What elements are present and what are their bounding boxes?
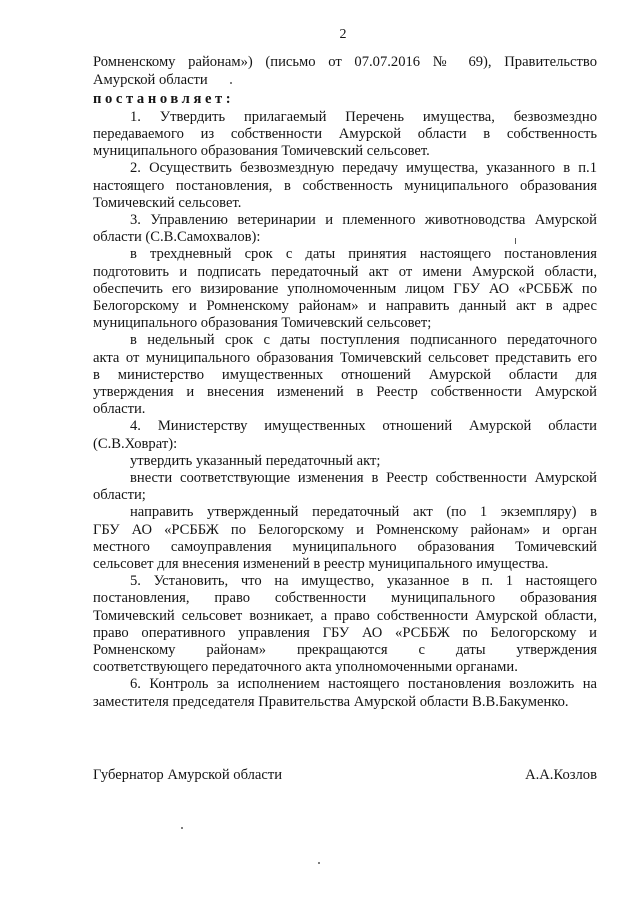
text-line: Томичевский сельсовет. xyxy=(93,194,242,211)
text-line: муниципального образования Томичевский сельсовет. xyxy=(93,143,430,160)
intro-container xyxy=(93,53,597,90)
text-line: 4. Министерству имущественных отношений Амурской области xyxy=(130,418,597,435)
decree-word: постановляет: xyxy=(93,91,235,107)
text-line: подготовить и подписать передаточный акт от имени Амурской области, xyxy=(93,263,597,280)
signature-position: Губернатор Амурской области xyxy=(93,767,283,783)
text-line: утвердить указанный передаточный акт; xyxy=(130,452,381,469)
text-line: сельсовет для внесения изменений в реестр муниципального имущества. xyxy=(93,555,549,572)
text-line: муниципального образования Томичевский сельсовет; xyxy=(93,315,432,332)
paragraph xyxy=(93,470,597,504)
paragraph xyxy=(93,573,597,676)
paragraph xyxy=(93,160,597,212)
text-line: акта от муниципального образования Томичевский сельсовет представить его xyxy=(93,349,597,366)
scan-speck xyxy=(181,827,183,829)
paragraphs-container xyxy=(93,109,597,711)
paragraph xyxy=(93,504,597,573)
text-line: Амурской области xyxy=(93,72,208,89)
text-line: Томичевский сельсовет возникает, а право собственности Амурской области, xyxy=(93,607,597,624)
paragraph xyxy=(93,453,597,470)
text-line: настоящего постановления, в собственность муниципального образования xyxy=(93,177,597,194)
text-line: в трехдневный срок с даты принятия настоящего постановления xyxy=(130,246,597,263)
text-line: в недельный срок с даты поступления подписанного передаточного xyxy=(130,332,597,349)
paragraph xyxy=(93,676,597,710)
page-number: 2 xyxy=(339,27,347,42)
scan-speck xyxy=(515,238,516,244)
text-line: ГБУ АО «РСББЖ по Белогорскому и Ромненскому районам» и орган xyxy=(93,521,597,538)
paragraph xyxy=(93,109,597,161)
document-body xyxy=(93,53,597,711)
scan-speck xyxy=(318,862,320,864)
text-line: направить утвержденный передаточный акт (по 1 экземпляру) в xyxy=(130,504,597,521)
scan-speck xyxy=(230,82,232,84)
text-line: право оперативного управления ГБУ АО «РСББЖ по Белогорскому и xyxy=(93,624,597,641)
signature-block xyxy=(93,766,597,784)
text-line: области; xyxy=(93,487,146,504)
text-line: постановления, право собственности муниципального образования xyxy=(93,590,597,607)
signature-name: А.А.Козлов xyxy=(525,767,597,783)
text-line: 6. Контроль за исполнением настоящего постановления возложить на xyxy=(130,676,597,693)
text-line: внести соответствующие изменения в Реестр собственности Амурской xyxy=(130,469,597,486)
paragraph xyxy=(93,246,597,332)
text-line: Ромненскому районам») (письмо от 07.07.2016 № 69), Правительство xyxy=(93,53,597,70)
text-line: Белогорскому и Ромненскому районам» и направить данный акт в адрес xyxy=(93,297,597,314)
paragraph xyxy=(93,212,597,246)
text-line: Ромненскому районам» прекращаются с даты утверждения xyxy=(93,642,597,658)
text-line: в министерство имущественных отношений Амурской области для xyxy=(93,366,597,383)
text-line: 2. Осуществить безвозмездную передачу имущества, указанного в п.1 xyxy=(130,160,597,177)
text-line: местного самоуправления муниципального образования Томичевский xyxy=(93,538,597,555)
text-line: передаваемого из собственности Амурской области в собственность xyxy=(93,125,597,142)
text-line: обеспечить его визирование уполномоченным лицом ГБУ АО «РСББЖ по xyxy=(93,280,597,297)
text-line: области. xyxy=(93,401,146,418)
text-line: (С.В.Ховрат): xyxy=(93,435,178,452)
text-line: утверждения и внесения изменений в Реестр собственности Амурской xyxy=(93,383,597,400)
text-line: области (С.В.Самохвалов): xyxy=(93,229,261,246)
text-line: заместителя председателя Правительства Амурской области В.В.Бакуменко. xyxy=(93,693,569,710)
text-line: 1. Утвердить прилагаемый Перечень имущества, безвозмездно xyxy=(130,108,597,125)
paragraph xyxy=(93,418,597,452)
text-line: соответствующего передаточного акта уполномоченными органами. xyxy=(93,659,518,676)
paragraph xyxy=(93,332,597,418)
text-line: 5. Установить, что на имущество, указанное в п. 1 настоящего xyxy=(130,573,597,590)
text-line: 3. Управлению ветеринарии и племенного животноводства Амурской xyxy=(130,211,597,228)
intro-paragraph xyxy=(93,53,597,90)
